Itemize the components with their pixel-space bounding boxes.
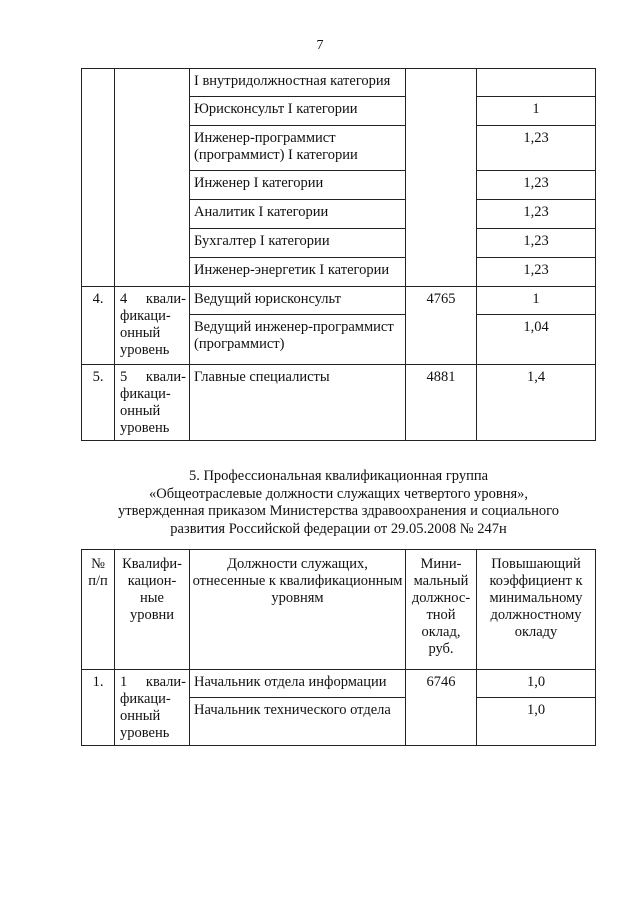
coefficient-cell: 1,23 (477, 258, 596, 287)
position-cell: Главные специалисты (190, 365, 406, 441)
coefficient-cell: 1,23 (477, 126, 596, 171)
coefficient-cell: 1,23 (477, 171, 596, 200)
position-cell: Начальник отдела информации (190, 670, 406, 698)
section-title-line: развития Российской федерации от 29.05.2008 № 247н (170, 520, 507, 537)
header-positions: Должности служащих, отнесенные к квалификационным уровням (190, 550, 406, 670)
qualification-table-continued (81, 68, 596, 441)
header-num: № п/п (82, 550, 115, 670)
level-rest: фикаци-онный уровень (120, 691, 171, 741)
level-cell-empty (115, 69, 190, 287)
coefficient-cell: 1,0 (477, 698, 596, 746)
salary-cell: 6746 (406, 670, 477, 746)
coefficient-cell: 1,23 (477, 229, 596, 258)
header-salary: Мини-мальный должнос-тной оклад, руб. (406, 550, 477, 670)
position-cell: I внутридолжностная категория (190, 69, 406, 97)
qualification-level (115, 670, 190, 746)
coefficient-cell: 1 (477, 97, 596, 126)
coefficient-cell: 1,0 (477, 670, 596, 698)
position-cell: Бухгалтер I категории (190, 229, 406, 258)
qualification-level (115, 287, 190, 365)
salary-cell: 4765 (406, 287, 477, 365)
position-cell: Юрисконсульт I категории (190, 97, 406, 126)
level-rest: фикаци-онный уровень (120, 308, 171, 358)
level-word: квали- (145, 369, 186, 385)
level-number: 4 (120, 291, 128, 307)
position-cell: Начальник технического отдела (190, 698, 406, 746)
section-title-line: утвержденная приказом Министерства здравоохранения и социального (118, 503, 559, 519)
level-number: 1 (120, 674, 128, 690)
level-word: квали- (145, 291, 186, 307)
position-cell: Инженер I категории (190, 171, 406, 200)
coefficient-cell: 1,23 (477, 200, 596, 229)
coefficient-cell: 1,4 (477, 365, 596, 441)
header-coefficient: Повышающий коэффициент к минимальному должностному окладу (477, 550, 596, 670)
position-cell: Ведущий инженер-программист (программист) (190, 315, 406, 365)
row-number: 4. (82, 287, 115, 365)
position-cell: Инженер-программист (программист) I категории (190, 126, 406, 171)
level-rest: фикаци-онный уровень (120, 386, 171, 436)
section-title-line: 5. Профессиональная квалификационная группа (188, 468, 489, 484)
coefficient-cell: 1,04 (477, 315, 596, 365)
position-cell: Инженер-энергетик I категории (190, 258, 406, 287)
header-level: Квалифи-кацион-ные уровни (115, 550, 190, 670)
level-word: квали- (145, 674, 186, 690)
level-number: 5 (120, 369, 128, 385)
coefficient-cell: 1 (477, 287, 596, 315)
position-cell: Аналитик I категории (190, 200, 406, 229)
section-title (81, 468, 596, 538)
row-number: 5. (82, 365, 115, 441)
section-title-line: «Общеотраслевые должности служащих четвертого уровня», (149, 485, 528, 502)
qualification-level (115, 365, 190, 441)
qualification-table-group5 (81, 549, 596, 746)
page-number: 7 (316, 38, 324, 53)
salary-cell: 4881 (406, 365, 477, 441)
num-cell-empty (82, 69, 115, 287)
salary-cell-empty (406, 69, 477, 287)
coefficient-cell (477, 69, 596, 97)
position-cell: Ведущий юрисконсульт (190, 287, 406, 315)
row-number: 1. (82, 670, 115, 746)
